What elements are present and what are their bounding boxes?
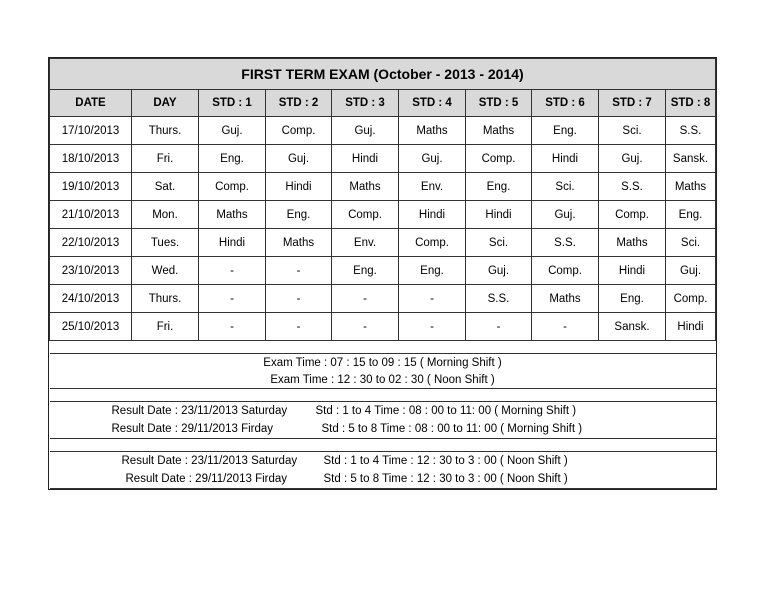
subject-cell: Sci. (466, 229, 532, 257)
result-row (50, 402, 716, 421)
subject-cell: - (399, 285, 466, 313)
subject-cell: Eng. (399, 257, 466, 285)
day-cell: Fri. (132, 145, 199, 173)
subject-cell: - (466, 313, 532, 341)
subject-cell: S.S. (532, 229, 599, 257)
subject-cell: Sansk. (666, 145, 716, 173)
date-cell: 19/10/2013 (50, 173, 132, 201)
subject-cell: Maths (332, 173, 399, 201)
subject-cell: Comp. (599, 201, 666, 229)
subject-cell: Comp. (532, 257, 599, 285)
subject-cell: Guj. (532, 201, 599, 229)
exam-timetable (48, 57, 717, 490)
table-row (50, 201, 716, 229)
subject-cell: Maths (266, 229, 332, 257)
result-time: Std : 1 to 4 Time : 08 : 00 to 11: 00 ( Morning Shift ) (315, 405, 577, 417)
subject-cell: - (199, 285, 266, 313)
column-header: STD : 7 (599, 90, 666, 117)
day-cell: Thurs. (132, 285, 199, 313)
result-date: Result Date : 29/11/2013 Firday (125, 473, 288, 485)
subject-cell: Hindi (599, 257, 666, 285)
subject-cell: S.S. (466, 285, 532, 313)
column-header: DATE (50, 90, 132, 117)
column-header: STD : 6 (532, 90, 599, 117)
subject-cell: Comp. (466, 145, 532, 173)
subject-cell: Env. (332, 229, 399, 257)
table-row (50, 229, 716, 257)
subject-cell: Sansk. (599, 313, 666, 341)
day-cell: Sat. (132, 173, 199, 201)
exam-time-morning: Exam Time : 07 : 15 to 09 : 15 ( Morning Shift ) (50, 354, 716, 372)
table-row (50, 117, 716, 145)
subject-cell: Env. (399, 173, 466, 201)
subject-cell: Maths (666, 173, 716, 201)
subject-cell: Eng. (332, 257, 399, 285)
subject-cell: Eng. (599, 285, 666, 313)
day-cell: Thurs. (132, 117, 199, 145)
subject-cell: Comp. (332, 201, 399, 229)
subject-cell: Maths (466, 117, 532, 145)
subject-cell: Comp. (266, 117, 332, 145)
table-row (50, 145, 716, 173)
day-cell: Wed. (132, 257, 199, 285)
column-header: STD : 3 (332, 90, 399, 117)
subject-cell: - (399, 313, 466, 341)
footer-notes (50, 341, 716, 489)
subject-cell: Maths (199, 201, 266, 229)
column-header: STD : 8 (666, 90, 716, 117)
subject-cell: - (332, 313, 399, 341)
timetable-body (50, 117, 716, 341)
subject-cell: Maths (599, 229, 666, 257)
spacer-row (50, 439, 716, 452)
date-cell: 18/10/2013 (50, 145, 132, 173)
header-row (50, 90, 716, 117)
result-row (50, 452, 716, 471)
subject-cell: Hindi (666, 313, 716, 341)
timetable-table (49, 58, 716, 489)
subject-cell: - (199, 313, 266, 341)
subject-cell: Hindi (466, 201, 532, 229)
subject-cell: Hindi (332, 145, 399, 173)
column-header: STD : 5 (466, 90, 532, 117)
subject-cell: Guj. (466, 257, 532, 285)
spacer-row (50, 341, 716, 354)
subject-cell: Eng. (466, 173, 532, 201)
subject-cell: Guj. (666, 257, 716, 285)
table-row (50, 313, 716, 341)
subject-cell: Sci. (599, 117, 666, 145)
subject-cell: S.S. (666, 117, 716, 145)
result-date: Result Date : 23/11/2013 Saturday (121, 455, 298, 467)
subject-cell: Guj. (199, 117, 266, 145)
day-cell: Tues. (132, 229, 199, 257)
subject-cell: Hindi (532, 145, 599, 173)
subject-cell: - (266, 313, 332, 341)
result-time: Std : 5 to 8 Time : 08 : 00 to 11: 00 ( Morning Shift ) (321, 423, 583, 435)
date-cell: 21/10/2013 (50, 201, 132, 229)
spacer-row (50, 389, 716, 402)
subject-cell: Comp. (666, 285, 716, 313)
table-row (50, 285, 716, 313)
subject-cell: Hindi (399, 201, 466, 229)
subject-cell: Guj. (266, 145, 332, 173)
subject-cell: S.S. (599, 173, 666, 201)
column-header: STD : 1 (199, 90, 266, 117)
subject-cell: Hindi (266, 173, 332, 201)
day-cell: Fri. (132, 313, 199, 341)
subject-cell: Maths (399, 117, 466, 145)
subject-cell: Eng. (532, 117, 599, 145)
subject-cell: Hindi (199, 229, 266, 257)
page-title: FIRST TERM EXAM (October - 2013 - 2014) (50, 59, 716, 90)
subject-cell: Eng. (266, 201, 332, 229)
subject-cell: Maths (532, 285, 599, 313)
result-date: Result Date : 23/11/2013 Saturday (111, 405, 288, 417)
subject-cell: Comp. (199, 173, 266, 201)
column-header: STD : 2 (266, 90, 332, 117)
column-header: STD : 4 (399, 90, 466, 117)
result-date: Result Date : 29/11/2013 Firday (111, 423, 274, 435)
date-cell: 17/10/2013 (50, 117, 132, 145)
day-cell: Mon. (132, 201, 199, 229)
subject-cell: - (266, 285, 332, 313)
subject-cell: - (266, 257, 332, 285)
date-cell: 23/10/2013 (50, 257, 132, 285)
table-row (50, 257, 716, 285)
subject-cell: Guj. (332, 117, 399, 145)
date-cell: 25/10/2013 (50, 313, 132, 341)
date-cell: 24/10/2013 (50, 285, 132, 313)
subject-cell: Sci. (666, 229, 716, 257)
table-row (50, 173, 716, 201)
result-row (50, 470, 716, 489)
date-cell: 22/10/2013 (50, 229, 132, 257)
subject-cell: Eng. (199, 145, 266, 173)
subject-cell: Sci. (532, 173, 599, 201)
exam-time-noon: Exam Time : 12 : 30 to 02 : 30 ( Noon Shift ) (50, 371, 716, 389)
subject-cell: Guj. (599, 145, 666, 173)
subject-cell: - (532, 313, 599, 341)
subject-cell: - (332, 285, 399, 313)
column-header: DAY (132, 90, 199, 117)
subject-cell: Guj. (399, 145, 466, 173)
subject-cell: Eng. (666, 201, 716, 229)
subject-cell: Comp. (399, 229, 466, 257)
result-time: Std : 1 to 4 Time : 12 : 30 to 3 : 00 ( Noon Shift ) (323, 455, 568, 467)
result-time: Std : 5 to 8 Time : 12 : 30 to 3 : 00 ( Noon Shift ) (323, 473, 568, 485)
result-row (50, 420, 716, 439)
subject-cell: - (199, 257, 266, 285)
